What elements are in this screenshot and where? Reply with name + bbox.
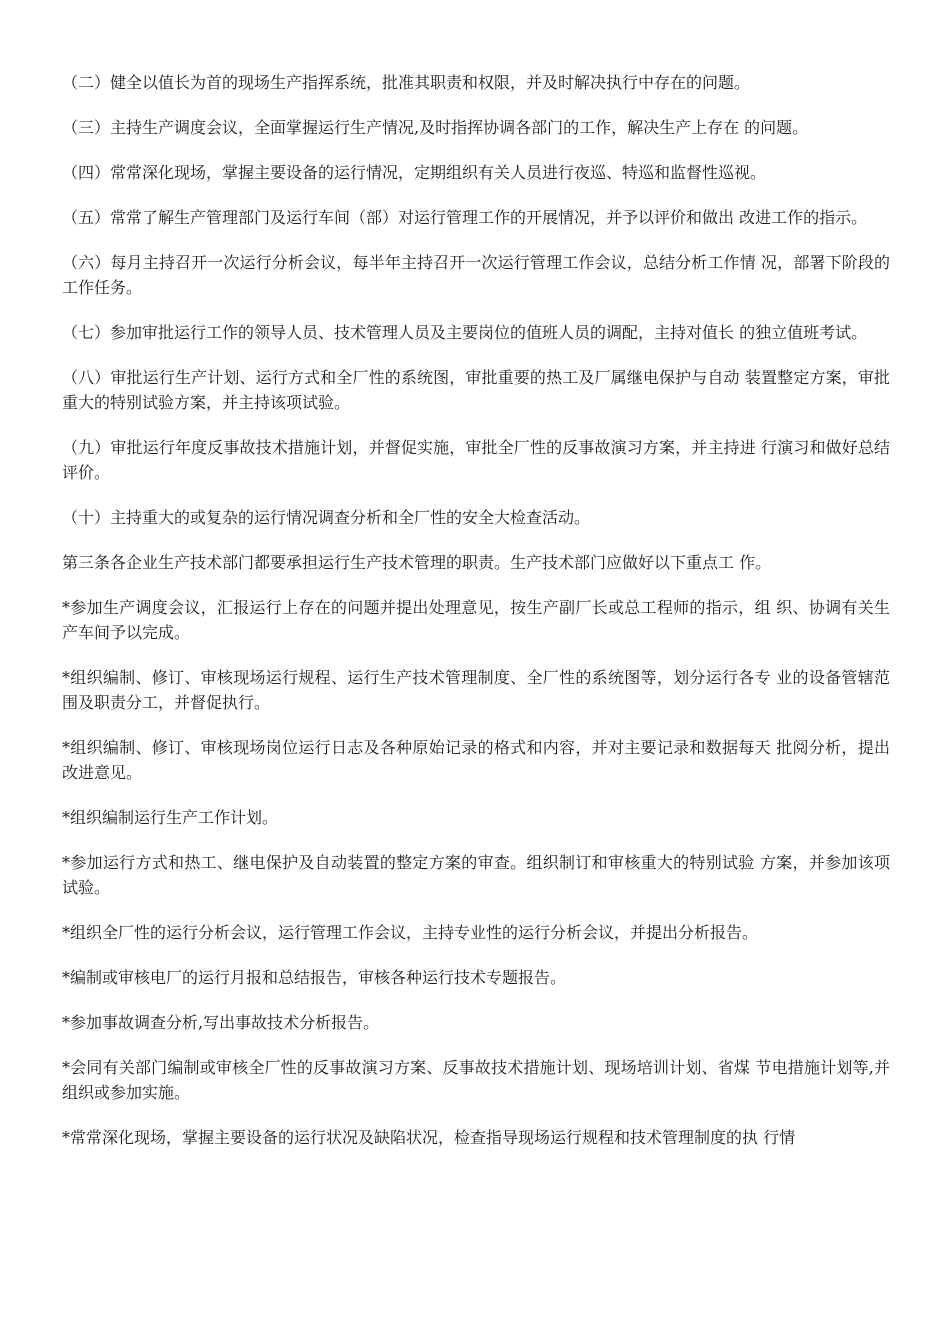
bullet-item: *组织编制、修订、审核现场岗位运行日志及各种原始记录的格式和内容，并对主要记录和数据每天 批阅分析，提出改进意见。	[62, 738, 890, 782]
bullet-item: *编制或审核电厂的运行月报和总结报告，审核各种运行技术专题报告。	[62, 968, 567, 987]
bullet-item: *组织编制、修订、审核现场运行规程、运行生产技术管理制度、全厂性的系统图等，划分运行各专 业的设备管辖范围及职责分工，并督促执行。	[62, 668, 890, 712]
paragraph-5: （五）常常了解生产管理部门及运行车间（部）对运行管理工作的开展情况，并予以评价和做出 改进工作的指示。	[62, 208, 868, 227]
bullet-item: *参加运行方式和热工、继电保护及自动装置的整定方案的审查。组织制订和审核重大的特别试验 方案，并参加该项试验。	[62, 853, 890, 897]
document-body	[62, 70, 890, 1170]
paragraph-8: （八）审批运行生产计划、运行方式和全厂性的系统图，审批重要的热工及厂属继电保护与自动 装置整定方案，审批重大的特别试验方案，并主持该项试验。	[62, 368, 890, 412]
paragraph-6: （六）每月主持召开一次运行分析会议，每半年主持召开一次运行管理工作会议，总结分析工作情 况，部署下阶段的工作任务。	[62, 253, 890, 297]
paragraph-7: （七）参加审批运行工作的领导人员、技术管理人员及主要岗位的值班人员的调配，主持对值长 的独立值班考试。	[62, 323, 868, 342]
bullet-item: *参加生产调度会议，汇报运行上存在的问题并提出处理意见，按生产副厂长或总工程师的指示，组 织、协调有关生产车间予以完成。	[62, 598, 890, 642]
paragraph-9: （九）审批运行年度反事故技术措施计划，并督促实施，审批全厂性的反事故演习方案，并主持进 行演习和做好总结评价。	[62, 438, 890, 482]
paragraph-3: （三）主持生产调度会议，全面掌握运行生产情况,及时指挥协调各部门的工作，解决生产上存在 的问题。	[62, 118, 809, 137]
bullet-item: *会同有关部门编制或审核全厂性的反事故演习方案、反事故技术措施计划、现场培训计划、省煤 节电措施计划等,并组织或参加实施。	[62, 1058, 890, 1102]
bullet-item: *参加事故调查分析,写出事故技术分析报告。	[62, 1013, 380, 1032]
article-three-heading: 第三条各企业生产技术部门都要承担运行生产技术管理的职责。生产技术部门应做好以下重点工 作。	[62, 553, 772, 572]
bullet-item: *组织编制运行生产工作计划。	[62, 808, 279, 827]
bullet-item: *组织全厂性的运行分析会议，运行管理工作会议，主持专业性的运行分析会议，并提出分析报告。	[62, 923, 759, 942]
paragraph-2: （二）健全以值长为首的现场生产指挥系统，批准其职责和权限，并及时解决执行中存在的问题。	[62, 73, 751, 92]
paragraph-10: （十）主持重大的或复杂的运行情况调查分析和全厂性的安全大检查活动。	[62, 508, 591, 527]
bullet-item: *常常深化现场，掌握主要设备的运行状况及缺陷状况，检查指导现场运行规程和技术管理制度的执 行情	[62, 1128, 796, 1147]
paragraph-4: （四）常常深化现场，掌握主要设备的运行情况，定期组织有关人员进行夜巡、特巡和监督性巡视。	[62, 163, 767, 182]
